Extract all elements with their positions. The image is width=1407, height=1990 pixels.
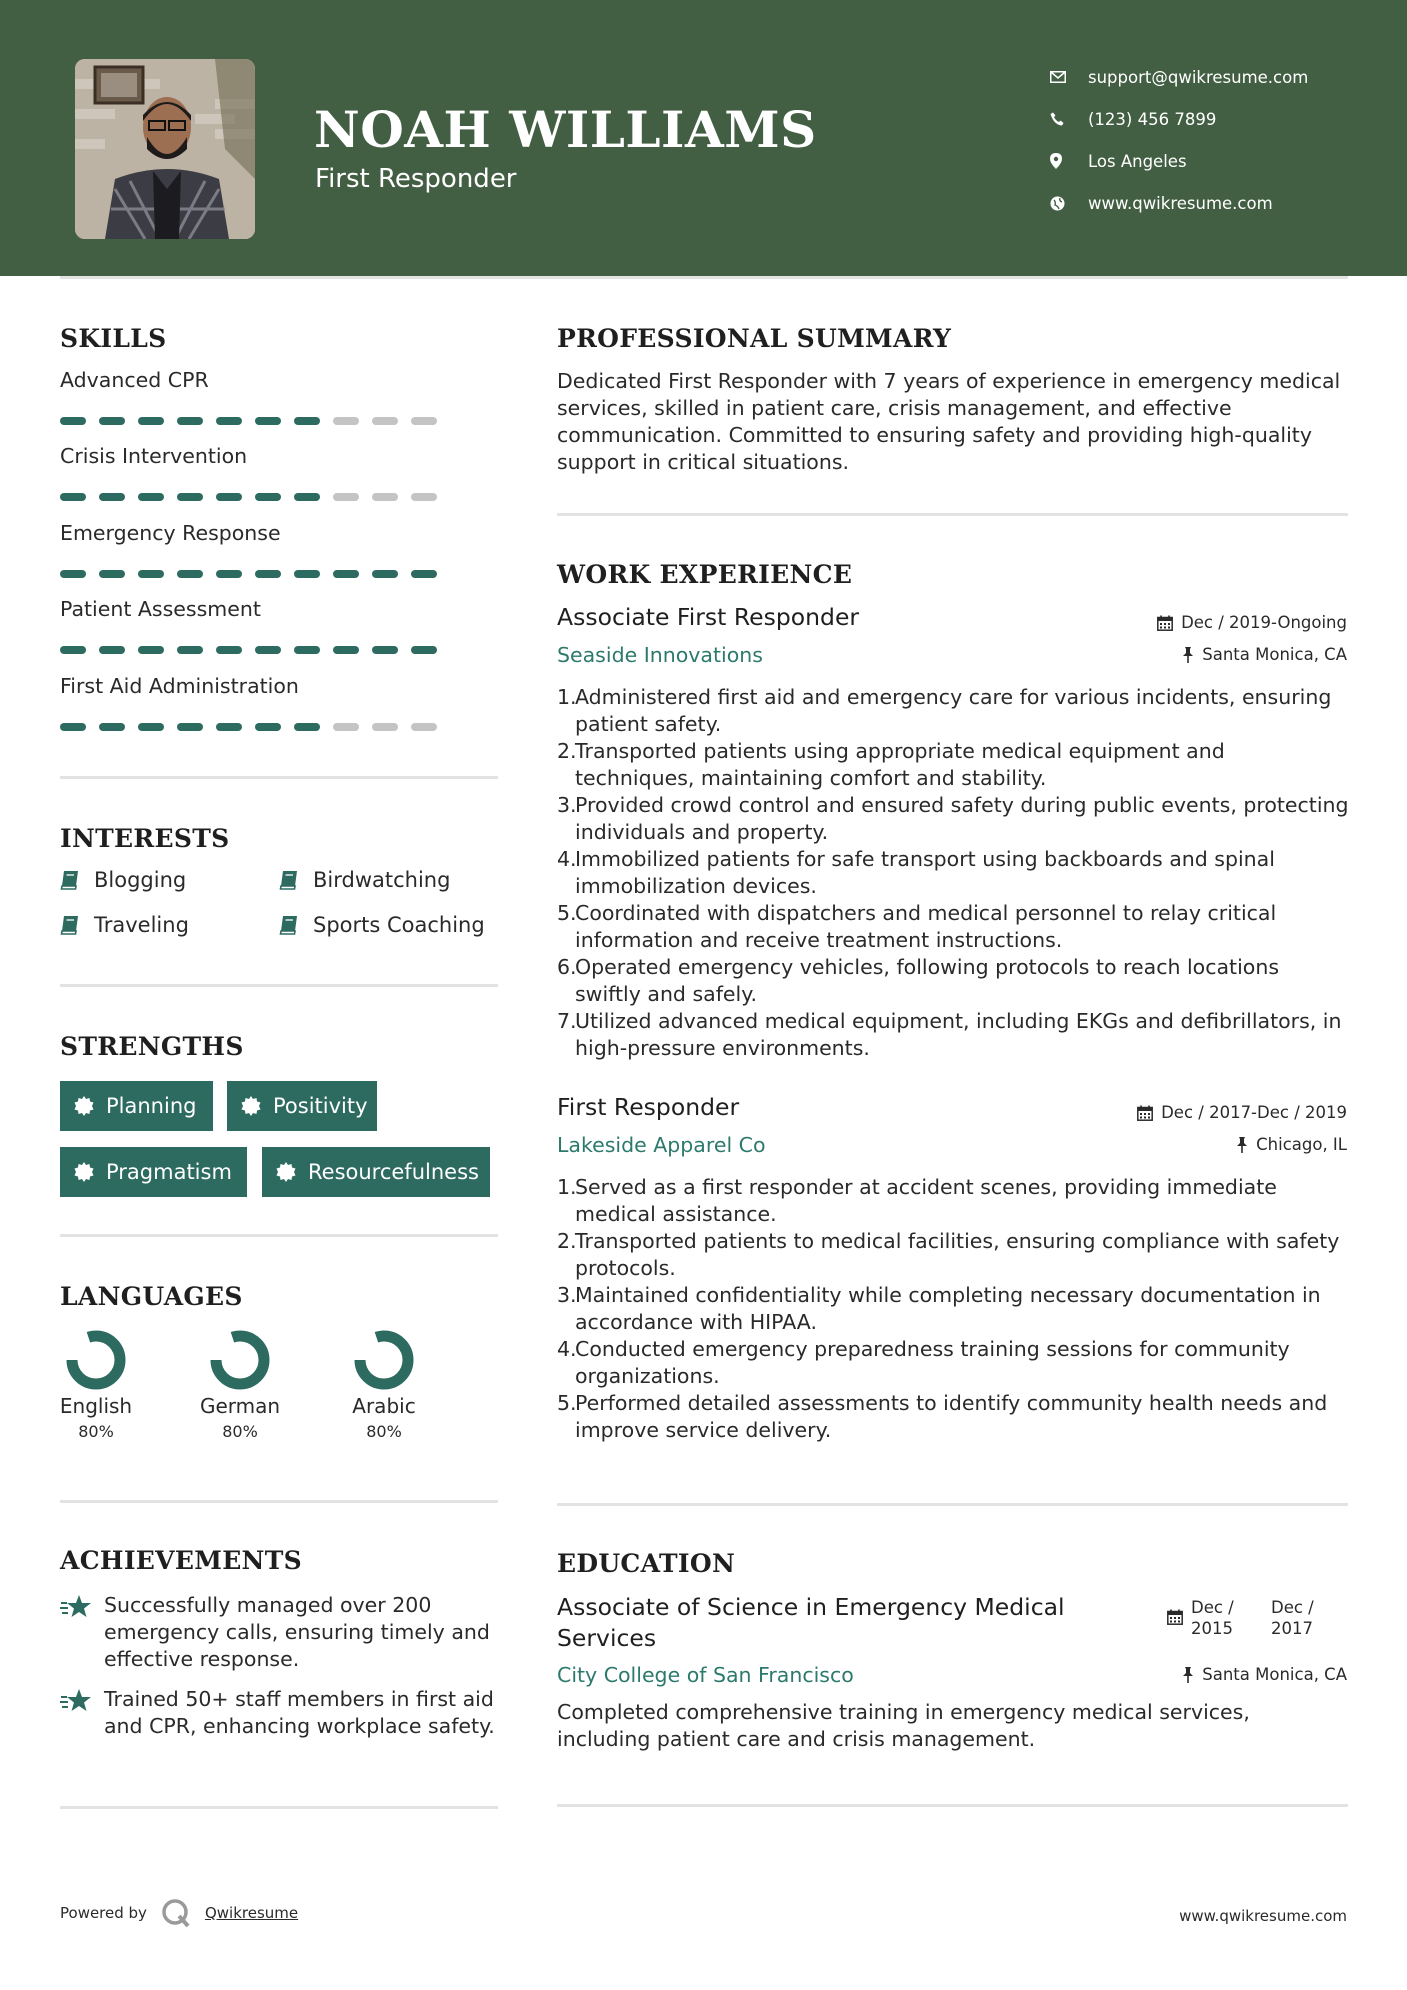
skill-segment-filled	[372, 646, 398, 654]
responsibility-text: Utilized advanced medical equipment, including EKGs and defibrillators, in high-pressure environments.	[575, 1009, 1342, 1060]
strength-tag	[227, 1081, 377, 1131]
responsibility-number: 3.	[557, 793, 577, 817]
language-item	[46, 1330, 146, 1441]
skill-segment-filled	[60, 570, 86, 578]
contact-website[interactable]	[1050, 182, 1308, 224]
job-title: First Responder	[557, 1093, 740, 1121]
skill-segment-filled	[294, 417, 320, 425]
skill-segment-filled	[99, 570, 125, 578]
skill-segment-filled	[255, 493, 281, 501]
skill-segment-filled	[333, 646, 359, 654]
skill-segment-filled	[177, 723, 203, 731]
education-end	[1271, 1597, 1341, 1639]
strength-tag	[60, 1081, 213, 1131]
profile-photo	[75, 59, 255, 239]
responsibility-text: Served as a first responder at accident scenes, providing immediate medical assistance.	[575, 1175, 1277, 1226]
education-text: Completed comprehensive training in emergency medical services, including patient care and crisis management.	[557, 1700, 1250, 1751]
language-progress-arc	[216, 1336, 264, 1384]
responsibility-text: Immobilized patients for safe transport using backboards and spinal immobilization devices.	[575, 847, 1275, 898]
skill-segment-filled	[255, 417, 281, 425]
book-icon	[60, 870, 94, 890]
strength-label: Positivity	[273, 1094, 368, 1118]
envelope-icon	[1050, 71, 1088, 83]
job-responsibilities	[557, 684, 1349, 1062]
language-progress-arc	[72, 1336, 120, 1384]
skill-segment-filled	[216, 417, 242, 425]
strength-label: Planning	[106, 1094, 197, 1118]
contact-website-text: www.qwikresume.com	[1088, 193, 1273, 213]
job-dates	[1137, 1103, 1347, 1122]
skill-segment-filled	[294, 493, 320, 501]
contact-email[interactable]	[1050, 56, 1308, 98]
languages-title: LANGUAGES	[60, 1282, 243, 1311]
skill-level-bar	[60, 493, 437, 501]
skill-segment-filled	[177, 417, 203, 425]
qwikresume-logo-icon	[161, 1898, 191, 1928]
education-location-text: Santa Monica, CA	[1202, 1665, 1347, 1684]
star-medal-icon	[60, 1592, 104, 1673]
contact-location-text: Los Angeles	[1088, 151, 1187, 171]
skill-segment-filled	[255, 570, 281, 578]
map-pin-icon	[1050, 153, 1088, 169]
responsibility-item	[557, 1174, 1349, 1228]
candidate-name: NOAH WILLIAMS	[314, 100, 817, 159]
skill-segment-filled	[294, 570, 320, 578]
language-progress-arc	[360, 1336, 408, 1384]
language-percent: 80%	[222, 1422, 258, 1441]
skill-segment-filled	[99, 723, 125, 731]
phone-icon	[1050, 112, 1088, 126]
responsibility-number: 2.	[557, 739, 577, 763]
experience-title: WORK EXPERIENCE	[557, 560, 853, 589]
skill-segment-empty	[411, 417, 437, 425]
responsibility-item	[557, 738, 1349, 792]
interests-title: INTERESTS	[60, 824, 230, 853]
badge-icon	[241, 1096, 273, 1116]
skill-segment-empty	[333, 723, 359, 731]
skill-segment-filled	[333, 570, 359, 578]
skill-segment-filled	[177, 493, 203, 501]
job-location-text: Santa Monica, CA	[1202, 645, 1347, 664]
skill-segment-filled	[177, 646, 203, 654]
summary-title: PROFESSIONAL SUMMARY	[557, 324, 952, 353]
language-item	[334, 1330, 434, 1441]
job-location-text: Chicago, IL	[1256, 1135, 1347, 1154]
pushpin-icon	[1182, 1667, 1194, 1683]
skill-segment-filled	[99, 646, 125, 654]
responsibility-number: 6.	[557, 955, 577, 979]
skill-segment-filled	[60, 646, 86, 654]
responsibility-item	[557, 846, 1349, 900]
responsibility-text: Coordinated with dispatchers and medical personnel to relay critical information and receive treatment instructions.	[575, 901, 1277, 952]
skill-segment-filled	[216, 646, 242, 654]
education-start	[1191, 1597, 1271, 1639]
skill-segment-empty	[372, 493, 398, 501]
interest-label: Blogging	[94, 868, 187, 892]
strength-tag	[262, 1147, 490, 1197]
education-title: EDUCATION	[557, 1549, 736, 1578]
responsibility-item	[557, 684, 1349, 738]
badge-icon	[276, 1162, 308, 1182]
star-medal-icon	[60, 1686, 104, 1740]
responsibility-text: Transported patients using appropriate medical equipment and techniques, maintaining comfort and stability.	[575, 739, 1225, 790]
skill-level-bar	[60, 723, 437, 731]
skill-segment-filled	[411, 646, 437, 654]
responsibility-number: 3.	[557, 1283, 577, 1307]
skill-segment-empty	[333, 493, 359, 501]
pushpin-icon	[1236, 1137, 1248, 1153]
book-icon	[279, 915, 313, 935]
responsibility-text: Operated emergency vehicles, following protocols to reach locations swiftly and safely.	[575, 955, 1279, 1006]
responsibility-text: Maintained confidentiality while completing necessary documentation in accordance with HIPAA.	[575, 1283, 1321, 1334]
education-dates	[1167, 1597, 1341, 1639]
education-start-year: 2015	[1191, 1619, 1233, 1638]
skill-segment-empty	[372, 417, 398, 425]
interest-label: Traveling	[94, 913, 189, 937]
skill-segment-filled	[216, 723, 242, 731]
job-dates	[1157, 613, 1347, 632]
responsibility-item	[557, 1228, 1349, 1282]
book-icon	[60, 915, 94, 935]
interest-item	[60, 913, 189, 937]
skill-segment-filled	[60, 417, 86, 425]
skill-label: First Aid Administration	[60, 673, 299, 698]
responsibility-number: 1.	[557, 685, 577, 709]
responsibility-text: Provided crowd control and ensured safety during public events, protecting individuals and property.	[575, 793, 1349, 844]
contact-phone-text: (123) 456 7899	[1088, 109, 1217, 129]
skill-segment-empty	[372, 723, 398, 731]
language-percent: 80%	[78, 1422, 114, 1441]
company-name: Seaside Innovations	[557, 643, 763, 667]
strength-label: Pragmatism	[106, 1160, 232, 1184]
skill-segment-filled	[177, 570, 203, 578]
skills-title: SKILLS	[60, 324, 167, 353]
pushpin-icon	[1182, 647, 1194, 663]
skill-segment-filled	[138, 493, 164, 501]
responsibility-item	[557, 1282, 1349, 1336]
achievement-text: Successfully managed over 200 emergency calls, ensuring timely and effective response.	[104, 1593, 490, 1671]
job-location	[1182, 645, 1347, 664]
skill-label: Advanced CPR	[60, 368, 209, 392]
language-progress-ring	[210, 1330, 270, 1390]
responsibility-text: Transported patients to medical facilities, ensuring compliance with safety protocols.	[575, 1229, 1340, 1280]
skill-level-bar	[60, 417, 437, 425]
contact-location	[1050, 140, 1308, 182]
education-start-month: Dec /	[1191, 1598, 1234, 1617]
skill-segment-filled	[216, 493, 242, 501]
badge-icon	[74, 1096, 106, 1116]
achievements-divider	[60, 1806, 498, 1809]
languages-divider	[60, 1500, 498, 1503]
achievement-item	[60, 1592, 500, 1673]
interest-label: Sports Coaching	[313, 913, 485, 937]
strengths-divider	[60, 1234, 498, 1237]
language-progress-ring	[66, 1330, 126, 1390]
education-end-month: Dec /	[1271, 1598, 1314, 1617]
skills-divider	[60, 776, 498, 779]
skill-segment-filled	[255, 646, 281, 654]
language-percent: 80%	[366, 1422, 402, 1441]
skill-segment-filled	[60, 493, 86, 501]
interest-item	[279, 913, 485, 937]
responsibility-number: 4.	[557, 1337, 577, 1361]
skill-segment-filled	[411, 570, 437, 578]
achievements-title: ACHIEVEMENTS	[60, 1546, 302, 1575]
contact-info	[1050, 56, 1308, 224]
strength-label: Resourcefulness	[308, 1160, 479, 1184]
candidate-role: First Responder	[315, 164, 517, 194]
skill-segment-filled	[216, 570, 242, 578]
skill-segment-filled	[138, 417, 164, 425]
language-name: English	[59, 1394, 133, 1418]
skill-segment-filled	[294, 646, 320, 654]
skill-segment-filled	[138, 570, 164, 578]
responsibility-number: 5.	[557, 1391, 577, 1415]
footer-powered-by	[60, 1898, 298, 1928]
skill-segment-filled	[294, 723, 320, 731]
responsibility-number: 2.	[557, 1229, 577, 1253]
responsibility-number: 7.	[557, 1009, 577, 1033]
strength-tag	[60, 1147, 247, 1197]
education-divider	[557, 1804, 1348, 1807]
interest-label: Birdwatching	[313, 868, 451, 892]
experience-divider	[557, 1503, 1348, 1506]
language-name: German	[199, 1394, 281, 1418]
job-dates-text: Dec / 2017-Dec / 2019	[1161, 1103, 1347, 1122]
skill-segment-filled	[255, 723, 281, 731]
responsibility-item	[557, 954, 1349, 1008]
interest-item	[279, 868, 450, 892]
skill-label: Emergency Response	[60, 520, 281, 545]
contact-phone[interactable]	[1050, 98, 1308, 140]
skill-label: Crisis Intervention	[60, 444, 248, 469]
powered-by-text: Powered by	[60, 1904, 147, 1922]
achievement-text: Trained 50+ staff members in first aid and CPR, enhancing workplace safety.	[104, 1687, 495, 1738]
job-responsibilities	[557, 1174, 1349, 1444]
calendar-icon	[1157, 615, 1173, 631]
responsibility-number: 5.	[557, 901, 577, 925]
globe-icon	[1050, 196, 1088, 211]
contact-email-text: support@qwikresume.com	[1088, 67, 1309, 87]
interests-divider	[60, 984, 498, 987]
responsibility-number: 1.	[557, 1175, 577, 1199]
skill-segment-empty	[411, 723, 437, 731]
summary-text: Dedicated First Responder with 7 years of experience in emergency medical services, skilled in patient care, crisis management, and effective communication. Committed to ensuring safety and providing high-quality support in critical situations.	[557, 369, 1341, 474]
skill-segment-filled	[99, 417, 125, 425]
language-item	[190, 1330, 290, 1441]
calendar-icon	[1167, 1609, 1183, 1639]
responsibility-item	[557, 1390, 1349, 1444]
job-location	[1236, 1135, 1347, 1154]
book-icon	[279, 870, 313, 890]
responsibility-number: 4.	[557, 847, 577, 871]
education-end-year: 2017	[1271, 1619, 1313, 1638]
skill-level-bar	[60, 570, 437, 578]
skill-segment-empty	[411, 493, 437, 501]
degree-name: Associate of Science in Emergency Medical Services	[557, 1593, 1065, 1652]
responsibility-item	[557, 900, 1349, 954]
badge-icon	[74, 1162, 106, 1182]
skill-segment-filled	[99, 493, 125, 501]
footer-website[interactable]: www.qwikresume.com	[1179, 1907, 1347, 1925]
school-name: City College of San Francisco	[557, 1663, 854, 1687]
responsibility-item	[557, 1008, 1349, 1062]
skill-segment-filled	[60, 723, 86, 731]
qwikresume-link[interactable]: Qwikresume	[204, 1904, 299, 1922]
responsibility-text: Administered first aid and emergency care for various incidents, ensuring patient safety.	[575, 685, 1332, 736]
responsibility-text: Performed detailed assessments to identify community health needs and improve service delivery.	[575, 1391, 1328, 1442]
header-divider	[60, 276, 1348, 279]
skill-segment-filled	[138, 723, 164, 731]
job-dates-text: Dec / 2019-Ongoing	[1181, 613, 1347, 632]
strengths-title: STRENGTHS	[60, 1032, 244, 1061]
language-name: Arabic	[352, 1394, 416, 1418]
education-location	[1182, 1665, 1347, 1684]
responsibility-item	[557, 792, 1349, 846]
skill-segment-filled	[138, 646, 164, 654]
responsibility-item	[557, 1336, 1349, 1390]
job-title: Associate First Responder	[557, 603, 860, 631]
calendar-icon	[1137, 1105, 1153, 1121]
achievement-item	[60, 1686, 500, 1740]
skill-label: Patient Assessment	[60, 597, 261, 622]
skill-segment-empty	[333, 417, 359, 425]
language-progress-ring	[354, 1330, 414, 1390]
company-name: Lakeside Apparel Co	[557, 1133, 766, 1157]
skill-level-bar	[60, 646, 437, 654]
interest-item	[60, 868, 186, 892]
summary-divider	[557, 513, 1348, 516]
skill-segment-filled	[372, 570, 398, 578]
responsibility-text: Conducted emergency preparedness training sessions for community organizations.	[575, 1337, 1290, 1388]
